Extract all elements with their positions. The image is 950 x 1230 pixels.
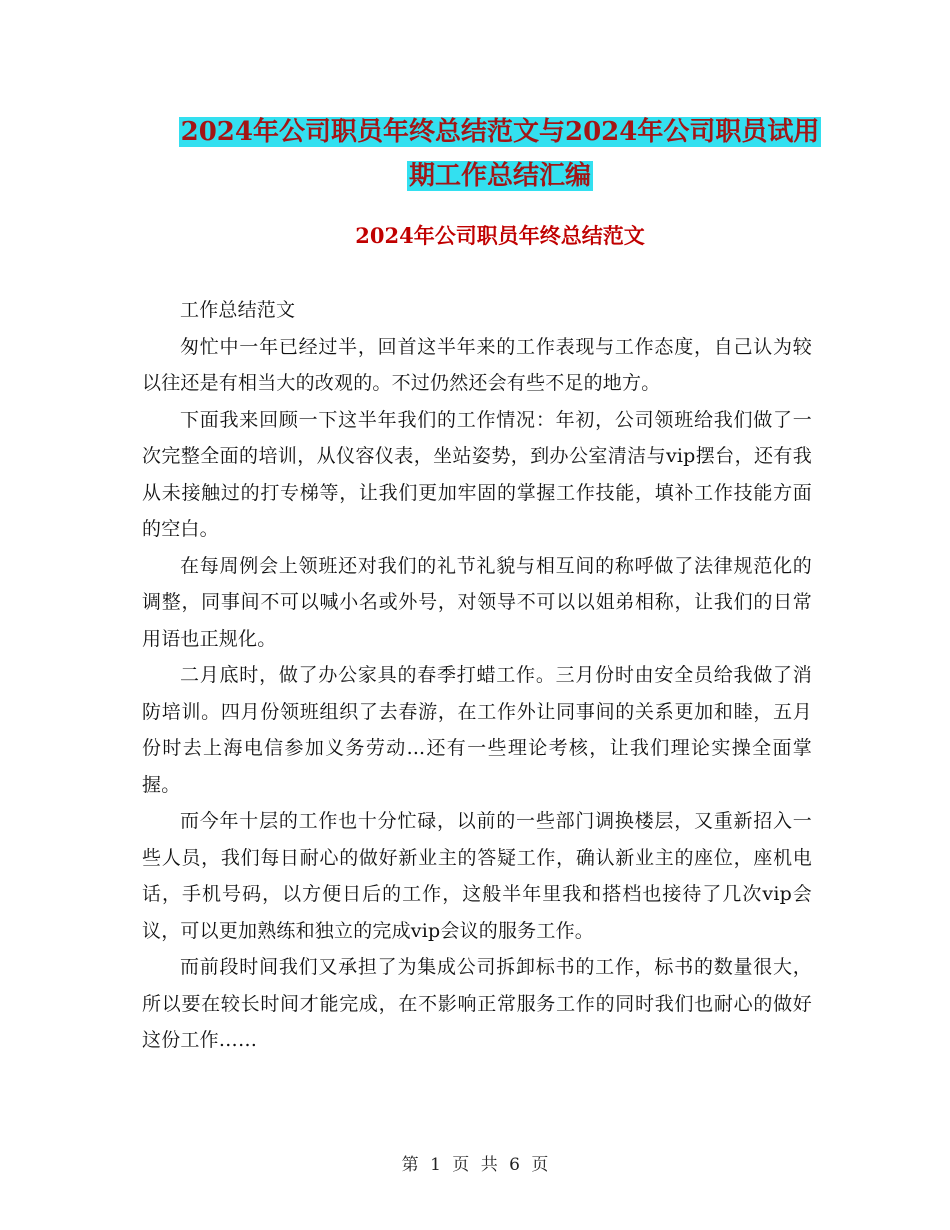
page-number-footer: 第 1 页 共 6 页: [401, 1155, 549, 1175]
paragraph: 匆忙中一年已经过半，回首这半年来的工作表现与工作态度，自己认为较以往还是有相当大的改观的。不过仍然还会有些不足的地方。: [142, 335, 812, 394]
document-title-line-1: 2024年公司职员年终总结范文与2024年公司职员试用: [180, 117, 820, 147]
paragraph: 工作总结范文: [180, 299, 296, 321]
paragraph: 二月底时，做了办公家具的春季打蜡工作。三月份时由安全员给我做了消防培训。四月份领班组织了去春游，在工作外让同事间的关系更加和睦，五月份时去上海电信参加义务劳动...还有一些理论考核，让我们理论实操全面掌握。: [142, 664, 812, 796]
paragraph: 在每周例会上领班还对我们的礼节礼貌与相互间的称呼做了法律规范化的调整，同事间不可以喊小名或外号，对领导不可以以姐弟相称，让我们的日常用语也正规化。: [142, 554, 812, 650]
paragraph: 而今年十层的工作也十分忙碌，以前的一些部门调换楼层，又重新招入一些人员，我们每日耐心的做好新业主的答疑工作，确认新业主的座位，座机电话，手机号码，以方便日后的工作，这般半年里我和搭档也接待了几次vip会议，可以更加熟练和独立的完成vip会议的服务工作。: [142, 810, 812, 942]
document-title: [140, 110, 860, 198]
paragraph: 下面我来回顾一下这半年我们的工作情况：年初，公司领班给我们做了一次完整全面的培训，从仪容仪表，坐站姿势，到办公室清洁与vip摆台，还有我从未接触过的打专梯等，让我们更加牢固的掌握工作技能，填补工作技能方面的空白。: [142, 408, 812, 540]
paragraph: 而前段时间我们又承担了为集成公司拆卸标书的工作，标书的数量很大，所以要在较长时间才能完成，在不影响正常服务工作的同时我们也耐心的做好这份工作……: [142, 956, 812, 1051]
document-body: [142, 292, 812, 1059]
document-title-line-2: 期工作总结汇编: [408, 161, 591, 191]
section-title: 2024年公司职员年终总结范文: [355, 223, 645, 248]
